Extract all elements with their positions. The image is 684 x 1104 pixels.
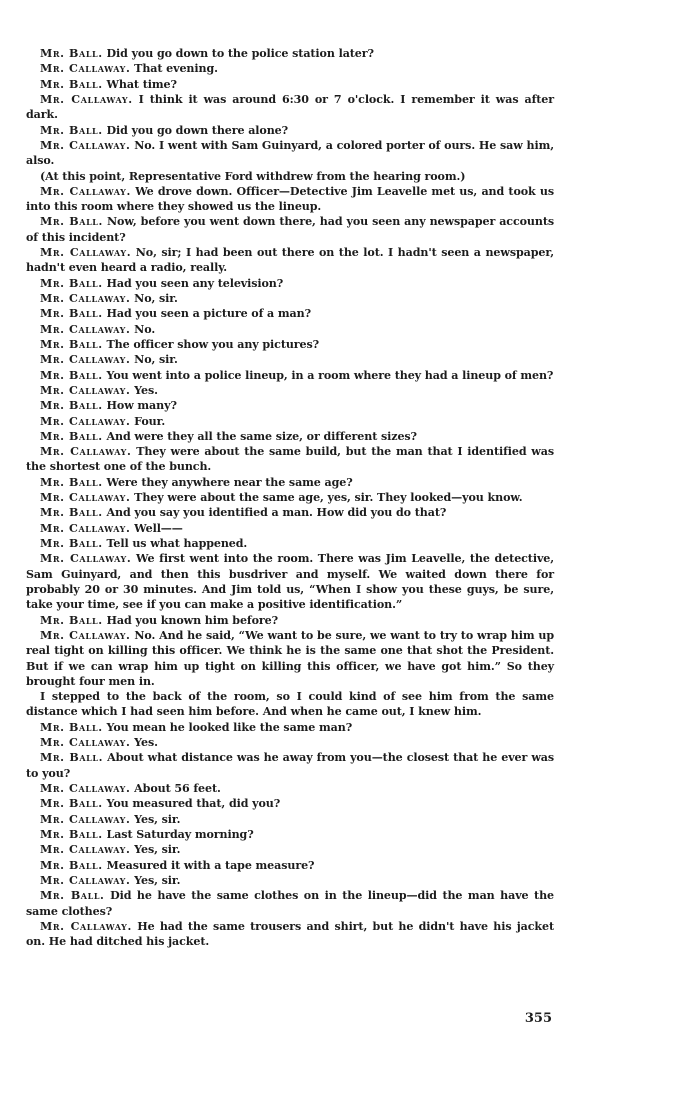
transcript-paragraph (26, 689, 554, 720)
speech-text: What time? (106, 77, 177, 91)
speech-text: I stepped to the back of the room, so I could kind of see him from the same distance which I had seen him before. And when he came out, I knew him. (26, 690, 554, 719)
speaker-label: Mr. Callaway. (40, 521, 131, 535)
speech-text: About 56 feet. (134, 782, 221, 795)
speech-text: No. And he said, “We want to be sure, we want to try to wrap him up real tight on killing this officer. We think he is the same one that shot the President. But if we can wrap him up tight on killing this officer, we have got him.” So they brought four men in. (26, 628, 555, 688)
speech-text: We first went into the room. There was Jim Leavelle, the detective, Sam Guinyard, and then this busdriver and myself. We waited down there for probably 20 or 30 minutes. And Jim told us, “When I show you these guys, be sure, take your time, see if you can make a positive identification.” (26, 552, 555, 612)
speech-text: Had you seen any television? (106, 276, 284, 290)
transcript-paragraph (26, 475, 554, 490)
speech-text: (At this point, Representative Ford withdrew from the hearing room.) (40, 169, 466, 183)
speaker-label: Mr. Callaway. (40, 353, 131, 367)
speech-text: He had the same trousers and shirt, but he didn't have his jacket on. He had ditched his jacket. (26, 919, 554, 949)
transcript-paragraph (26, 184, 554, 215)
transcript-paragraph (26, 429, 554, 444)
speech-text: You went into a police lineup, in a room where they had a lineup of men? (106, 368, 554, 382)
transcript-paragraph (26, 827, 554, 842)
speech-text: Measured it with a tape measure? (106, 858, 315, 872)
speech-text: No, sir. (134, 353, 178, 367)
speaker-label: Mr. Callaway. (40, 246, 132, 260)
speech-text: How many? (106, 399, 177, 413)
speaker-label: Mr. Callaway. (40, 322, 131, 336)
speech-text: And were they all the same size, or different sizes? (106, 429, 417, 443)
transcript-paragraph (26, 368, 554, 383)
speech-text: They were about the same age, yes, sir. They looked—you know. (134, 491, 523, 505)
speech-text: That evening. (134, 62, 218, 76)
transcript-body (26, 46, 554, 949)
speaker-label: Mr. Callaway. (40, 919, 132, 933)
transcript-paragraph (26, 796, 554, 811)
speaker-label: Mr. Ball. (40, 307, 103, 321)
speaker-label: Mr. Ball. (40, 475, 103, 489)
speaker-label: Mr. Callaway. (40, 782, 131, 795)
speech-text: They were about the same build, but the man that I identified was the shortest one of the bunch. (26, 445, 554, 474)
speaker-label: Mr. Ball. (40, 858, 103, 872)
transcript-paragraph (26, 505, 554, 520)
speech-text: Tell us what happened. (106, 537, 248, 550)
transcript-paragraph (26, 750, 554, 781)
transcript-paragraph (26, 352, 554, 367)
speech-text: No. (134, 322, 156, 336)
speech-text: The officer show you any pictures? (106, 337, 320, 351)
speaker-label: Mr. Callaway. (40, 812, 131, 826)
transcript-paragraph (26, 842, 554, 857)
speaker-label: Mr. Callaway. (40, 628, 131, 642)
transcript-paragraph (26, 536, 554, 551)
speech-text: Now, before you went down there, had you seen any newspaper accounts of this incident? (26, 215, 555, 244)
speaker-label: Mr. Callaway. (40, 491, 131, 505)
transcript-paragraph (26, 888, 554, 919)
speaker-label: Mr. Ball. (40, 47, 103, 60)
transcript-paragraph (26, 551, 554, 612)
speaker-label: Mr. Ball. (40, 77, 103, 91)
speech-text: Yes, sir. (134, 812, 181, 826)
transcript-paragraph (26, 46, 554, 61)
speaker-label: Mr. Ball. (40, 751, 104, 765)
page-number: 355 (524, 1011, 552, 1026)
transcript-paragraph (26, 291, 554, 306)
speech-text: Were they anywhere near the same age? (106, 475, 353, 489)
transcript-paragraph (26, 383, 554, 398)
speech-text: I think it was around 6:30 or 7 o'clock. I remember it was after dark. (26, 92, 554, 122)
transcript-paragraph (26, 858, 554, 873)
transcript-paragraph (26, 398, 554, 413)
speech-text: Had you known him before? (106, 613, 278, 627)
speaker-label: Mr. Ball. (40, 889, 105, 903)
speech-text: Well—— (134, 521, 183, 535)
speech-text: Did you go down to the police station later? (106, 47, 374, 60)
speaker-label: Mr. Callaway. (40, 552, 132, 566)
speaker-label: Mr. Ball. (40, 215, 103, 229)
transcript-paragraph (26, 873, 554, 888)
transcript-paragraph (26, 61, 554, 76)
transcript-paragraph (26, 628, 554, 689)
speaker-label: Mr. Callaway. (40, 292, 131, 305)
speaker-label: Mr. Callaway. (40, 62, 131, 76)
speaker-label: Mr. Ball. (40, 506, 103, 520)
speaker-label: Mr. Callaway. (40, 843, 131, 857)
transcript-paragraph (26, 123, 554, 138)
speaker-label: Mr. Callaway. (40, 414, 131, 428)
transcript-paragraph (26, 337, 554, 352)
transcript-paragraph (26, 138, 554, 169)
speaker-label: Mr. Ball. (40, 368, 103, 382)
speaker-label: Mr. Ball. (40, 399, 103, 413)
transcript-paragraph (26, 169, 554, 184)
speaker-label: Mr. Callaway. (40, 445, 132, 459)
speech-text: No, sir; I had been out there on the lot. I hadn't seen a newspaper, hadn't even heard a radio, really. (26, 246, 555, 275)
speaker-label: Mr. Callaway. (40, 184, 131, 198)
speech-text: Did he have the same clothes on in the lineup—did the man have the same clothes? (26, 889, 555, 918)
speech-text: We drove down. Officer—Detective Jim Leavelle met us, and took us into this room where they showed us the lineup. (26, 184, 555, 214)
speech-text: Last Saturday morning? (106, 827, 254, 841)
speaker-label: Mr. Ball. (40, 797, 103, 811)
transcript-paragraph (26, 720, 554, 735)
speaker-label: Mr. Callaway. (40, 736, 131, 750)
speaker-label: Mr. Callaway. (40, 138, 131, 152)
speaker-label: Mr. Ball. (40, 276, 103, 290)
speech-text: Yes. (134, 383, 158, 397)
speech-text: You mean he looked like the same man? (106, 720, 353, 734)
speech-text: Yes, sir. (134, 873, 181, 887)
transcript-paragraph (26, 444, 554, 475)
speech-text: Four. (134, 414, 166, 428)
speech-text: And you say you identified a man. How did you do that? (106, 506, 447, 520)
transcript-paragraph (26, 77, 554, 92)
transcript-paragraph (26, 490, 554, 505)
transcript-paragraph (26, 92, 554, 123)
transcript-paragraph (26, 322, 554, 337)
speaker-label: Mr. Ball. (40, 613, 103, 627)
speech-text: No. I went with Sam Guinyard, a colored porter of ours. He saw him, also. (26, 138, 555, 168)
speech-text: Yes, sir. (134, 843, 181, 857)
speaker-label: Mr. Ball. (40, 827, 103, 841)
speaker-label: Mr. Ball. (40, 429, 103, 443)
speech-text: Had you seen a picture of a man? (106, 307, 311, 321)
speech-text: Yes. (134, 736, 158, 750)
transcript-paragraph (26, 812, 554, 827)
speaker-label: Mr. Ball. (40, 337, 103, 351)
speech-text: You measured that, did you? (106, 797, 281, 811)
transcript-paragraph (26, 781, 554, 796)
speech-text: About what distance was he away from you—the closest that he ever was to you? (26, 751, 555, 780)
transcript-paragraph (26, 414, 554, 429)
speech-text: No, sir. (134, 292, 178, 305)
speaker-label: Mr. Ball. (40, 123, 103, 137)
speaker-label: Mr. Ball. (40, 720, 103, 734)
speech-text: Did you go down there alone? (106, 123, 289, 137)
speaker-label: Mr. Callaway. (40, 92, 133, 106)
speaker-label: Mr. Ball. (40, 537, 103, 550)
transcript-paragraph (26, 521, 554, 536)
transcript-paragraph (26, 919, 554, 950)
transcript-paragraph (26, 613, 554, 628)
speaker-label: Mr. Callaway. (40, 873, 131, 887)
transcript-paragraph (26, 214, 554, 245)
transcript-paragraph (26, 276, 554, 291)
transcript-paragraph (26, 306, 554, 321)
speaker-label: Mr. Callaway. (40, 383, 131, 397)
transcript-paragraph (26, 245, 554, 276)
transcript-paragraph (26, 735, 554, 750)
